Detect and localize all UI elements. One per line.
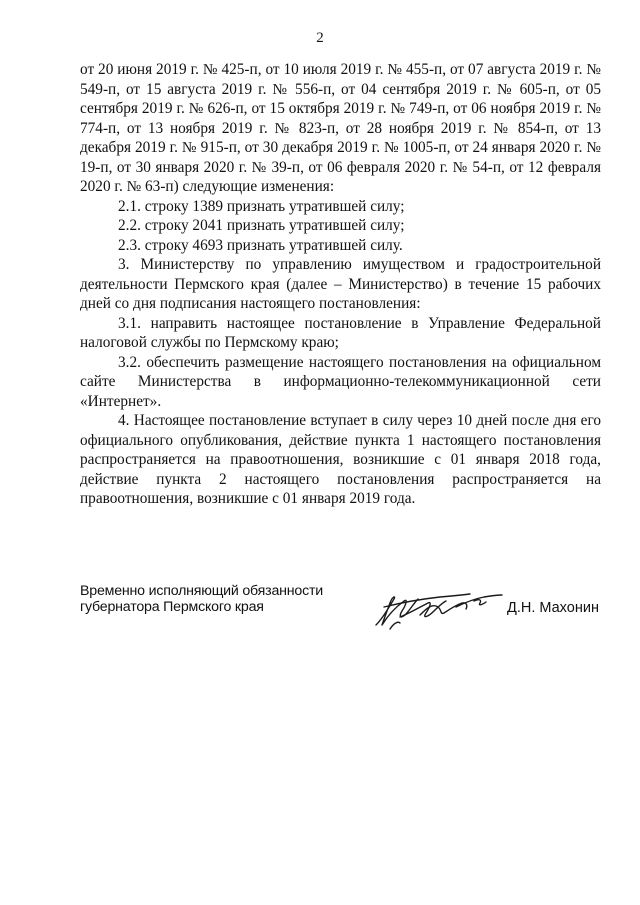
paragraph-item-2-1: 2.1. строку 1389 признать утратившей силу;: [118, 197, 405, 215]
page-number: 2: [316, 30, 324, 46]
paragraph-item-3-2: 3.2. обеспечить размещение настоящего постановления на официальном сайте Министерства в информационно-телекоммуникационной сети «Интернет».: [80, 353, 601, 410]
paragraph-item-3-1: 3.1. направить настоящее постановление в Управление Федеральной налоговой службы по Пермскому краю;: [80, 314, 601, 351]
signer-name: Д.Н. Махонин: [507, 600, 599, 616]
handwritten-signature: [370, 585, 510, 633]
signer-position-line-2: губернатора Пермского края: [80, 599, 264, 615]
paragraph-item-2-2: 2.2. строку 2041 признать утратившей силу;: [118, 217, 405, 234]
paragraph-item-4: 4. Настоящее постановление вступает в силу через 10 дней после дня его официального опубликования, действие пункта 1 настоящего постановления распространяется на правоотношения, возникшие с 01 января 2018 года, действие пункта 2 настоящего постановления распространяется на правоотношения, возникшие с 01 января 2019 года.: [80, 412, 601, 507]
paragraph-item-2-3: 2.3. строку 4693 признать утратившей силу.: [118, 236, 403, 254]
document-body: [80, 60, 601, 509]
paragraph-item-3: 3. Министерству по управлению имуществом и градостроительной деятельности Пермского края (далее – Министерство) в течение 15 рабочих дней со дня подписания настоящего постановления:: [80, 256, 601, 312]
paragraph-changes-list: от 20 июня 2019 г. № 425-п, от 10 июля 2019 г. № 455-п, от 07 августа 2019 г. № 549-п, от 15 августа 2019 г. № 556-п, от 04 сентября 2019 г. № 605-п, от 05 сентября 2019 г. № 626-п, от 15 октября 2019 г. № 749-п, от 06 ноября 2019 г. № 774-п, от 13 ноября 2019 г. № 823-п, от 28 ноября 2019 г. № 854-п, от 13 декабря 2019 г. № 915-п, от 30 декабря 2019 г. № 1005-п, от 24 января 2020 г. № 19-п, от 30 января 2020 г. № 39-п, от 06 февраля 2020 г. № 54-п, от 12 февраля 2020 г. № 63-п) следующие изменения:: [80, 61, 601, 195]
signer-position: [80, 583, 323, 615]
signer-position-line-1: Временно исполняющий обязанности: [80, 583, 324, 599]
signature-block: [80, 583, 610, 643]
